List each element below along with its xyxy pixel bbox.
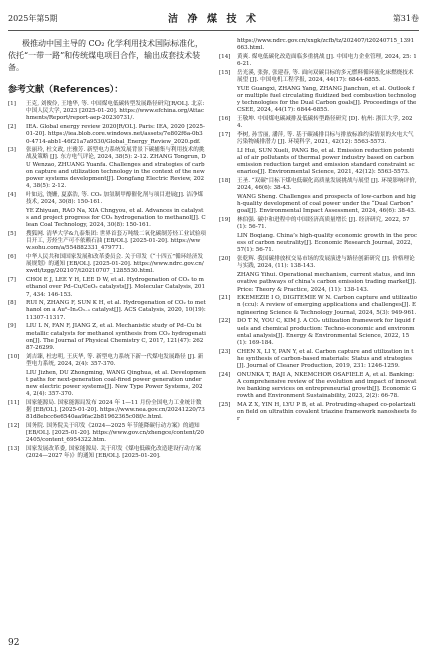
reference-number: [11] xyxy=(8,399,20,406)
reference-text: 国务院. 国务院关于印发《2024—2025 年节能降碳行动方案》的通知 [EB/OL]. [2025-01-20]. https://www.gov.cn/zhengce/content/202405/content_6954322.htm. xyxy=(26,423,204,444)
reference-entry xyxy=(219,116,417,130)
right-column xyxy=(219,38,417,425)
reference-entry xyxy=(219,178,417,192)
reference-text: CHEN X, LI Y, PAN Y, et al. Carbon capture and utilization in the synthesis of carbon-based materials: Status and strategies[J]. Journal of Cleaner Production, 2019, 231: 1246-1259. xyxy=(237,348,414,370)
reference-text: 国家能源局. 国家能源局发布 2024 年 1—11 月份全国电力工业统计数据 [EB/OL]. [2025-01-20]. https://www.nea.gov.cn/20241220/7381d8ebcc6e6540aa9fac2b81962365c08f/c.html. xyxy=(26,399,205,421)
reference-entry xyxy=(219,132,417,146)
reference-entry xyxy=(219,349,417,371)
reference-entry xyxy=(219,70,417,84)
reference-entry xyxy=(219,318,417,347)
reference-entry xyxy=(219,54,417,68)
reference-text: MA Z X, YIN H, LYU P B, et al. Protruding-shaped co-polarization field on ultrathin covalent triazine framework nanosheets for xyxy=(237,402,417,423)
reference-number: [3] xyxy=(8,147,16,154)
reference-number: [12] xyxy=(8,423,20,430)
reference-text: 刘吉臻, 杜忠明, 王庆华, 等. 新型电力系统下新一代煤电发展路径 [J]. 新型电力系统, 2024, 2(4): 357-370. xyxy=(26,353,204,367)
reference-text: 张丽玲, 杜文政, 庄雅芳. 新型电力系统发展背景下碳捕集与利用技术的挑战及策略 [J]. 东方电气评论, 2024, 38(5): 2-12. ZHANG Tongrun, DU Wenzao, ZHUANG Yuanfa. Challenges and strategies of carbon capture and utilization technology in the context of the new power systems development[J]. Dongfang Electric Review, 2024, 38(5): 2-12. xyxy=(26,147,206,190)
reference-entry xyxy=(219,194,417,216)
reference-number: [9] xyxy=(8,323,16,330)
reference-text: LI Hui, SUN Xueli, PANG Bo, et al. Emission reduction potential of air pollutants of thermal power industry based on carbon emission reduction target and emission standard constraint scenarios[J]. Environmental Science, 2021, 42(12): 5563-5573. xyxy=(237,147,415,176)
reference-number xyxy=(219,272,237,294)
reference-text: YE Zhiyuan, RAO Na, XIA Chngyou, et al. Advances in catalysts and project progress for CO₂ hydrogenation to methanol[J]. Clean Coal Technology, 2024, 30(8): 150-161. xyxy=(26,207,206,229)
reference-entry xyxy=(219,38,417,52)
reference-text: 王圣. “双碳”目标下煤电低碳化高质量发展挑战与展望 [J]. 环境影响评价, 2024, 46(6): 38-43. xyxy=(237,178,417,192)
reference-number: [25] xyxy=(219,402,231,409)
reference-list-left xyxy=(8,101,206,461)
reference-number: [16] xyxy=(219,116,231,123)
reference-entry xyxy=(219,295,417,317)
reference-number xyxy=(8,208,26,230)
reference-number xyxy=(219,38,237,52)
reference-entry xyxy=(8,446,206,460)
page-number: 92 xyxy=(8,638,20,648)
reference-entry xyxy=(219,256,417,270)
reference-entry xyxy=(8,423,206,445)
reference-text: 张乾辉. 我国碳排放权交易市场的发展演进与路径创新研究 [J]. 价格理论与实践, 2024, (11): 138-143. xyxy=(237,256,415,270)
reference-entry xyxy=(8,208,206,230)
reference-entry xyxy=(8,370,206,399)
reference-number: [19] xyxy=(219,217,231,224)
reference-text: CHOI E J, LEE Y H, LEE D W, et al. Hydrogenation of CO₂ to methanol over Pd–Cu/CeO₂ catalysts[J]. Molecular Catalysis, 2017, 434: 146-153. xyxy=(26,277,205,298)
reference-text: RUI N, ZHANG F, SUN K H, et al. Hydrogenation of CO₂ to methanol on a Au⁰–In₂O₃₋ₓ catalyst[J]. ACS Catalysis, 2020, 10(19): 11307-11317. xyxy=(26,300,206,321)
reference-text: 中华人民共和国国家发展和改革委员会. 关于印发《“十四五”循环经济发展规划》的通知 [EB/OL]. [2025-01-20]. https://www.ndrc.gov.cn/xwdt/tzgg/202107/t20210707_1285530.html. xyxy=(26,254,204,275)
reference-text: ONUNKA T, RAJI A, NKEMCHOR OSAFIELE A, et al. Banking: A comprehensive review of the evolution and impact of innovative banking services on entrepreneurial growth[J]. Economic Growth and Environment Sustainability, 2023, 2(2): 66-78. xyxy=(237,371,417,400)
reference-text: LIU L N, FAN F, JIANG Z, et al. Mechanistic study of Pd–Cu bimetallic catalysts for methanol synthesis from CO₂ hydrogenation[J]. The Journal of Physical Chemistry C, 2017, 121(47): 26287-26299. xyxy=(26,323,206,351)
reference-number: [21] xyxy=(219,295,231,302)
reference-text: 叶如远, 饶姗, 夏嘉浩, 等. CO₂ 加氢制甲醇催化剂与项目进展[J]. 洁净煤技术, 2024, 30(8): 150-161. xyxy=(26,191,204,206)
reference-entry xyxy=(8,101,206,123)
reference-number: [6] xyxy=(8,254,16,261)
reference-entry xyxy=(219,217,417,231)
reference-text: 黄爽. 煤电低碳化改造面临多重挑战 [J]. 中国电力企业管理, 2024, 25: 16-21. xyxy=(237,53,417,68)
reference-text: EKEMEZIE I O, DIGITEMIE W N. Carbon capture and utilization (ccu): A review of emerging applications and challenges[J]. Engineering Science & Technology Journal, 2024, 5(3): 949-961. xyxy=(237,295,418,316)
reference-text: 王克, 刘俊伶, 王地华, 等. 中国煤电低碳转型发展路径研究[R/OL]. 北京: 中国人民大学, 2023 [2025-01-20]. https://www.efchina.org/Attachments/Report/report-aep-20230731/. xyxy=(26,101,205,122)
reference-entry xyxy=(8,124,206,146)
volume-label: 第31卷 xyxy=(392,14,419,23)
reference-text: IEA. Global energy review 2020[R/OL]. Paris: IEA, 2020 [2025-01-20]. https://iea.blob.core.windows.net/assets/7e802f6a-0b30-4714-abb1-46f21a7a9530/Global_Energy_Review_2020.pdf. xyxy=(26,124,205,145)
reference-number xyxy=(8,370,26,399)
reference-number: [7] xyxy=(8,277,16,284)
reference-number: [17] xyxy=(219,131,231,138)
reference-entry xyxy=(219,402,417,424)
reference-entry xyxy=(219,86,417,115)
issue-label: 2025年第5期 xyxy=(8,14,58,23)
reference-entry xyxy=(8,354,206,368)
reference-number: [10] xyxy=(8,353,20,360)
reference-text: 王敬坤. 中国煤电碳减排及低碳转型路径研究 [D]. 杭州: 浙江大学, 2024. xyxy=(237,116,413,130)
references-heading: 参考文献（References）： xyxy=(8,85,124,95)
reference-entry xyxy=(8,147,206,190)
reference-entry xyxy=(219,372,417,401)
reference-entry xyxy=(8,323,206,352)
reference-entry xyxy=(8,277,206,299)
reference-number xyxy=(219,194,237,216)
reference-text: 国家发展改革委, 国家能源局. 关于印发《煤电低碳化改造建设行动方案(2024—2027 年)》的通知 [EB/OL]. [2025-01-20]. xyxy=(26,446,201,460)
reference-number: [23] xyxy=(219,348,231,355)
reference-number xyxy=(219,233,237,255)
reference-text: 李树, 孙雪丽, 潘萍, 等. 基于碳减排目标与排放标准约束情景的火电大气污染物减排潜力 [J]. 环境科学, 2021, 42(12): 5563-5573. xyxy=(237,131,414,146)
reference-list-right xyxy=(219,38,417,424)
reference-text: LIU Jizhen, DU Zhongming, WANG Qinghua, et al. Development paths for next-generation coal-fired power generation under new electric power systems[J]. New Type Power Systems, 2024, 2(4): 357-370. xyxy=(26,369,206,398)
reference-text: YUE Guangxi, ZHANG Yang, ZHANG Jianchun, et al. Outlook for multiple fuel circulating fluidized bed combustion technology technologies for the Dual Carbon goals[J]. Proceedings of the CSEE, 2024, 44(17): 6844-6855. xyxy=(237,85,417,114)
reference-text: WANG Sheng. Challenges and prospects of low-carbon and high-quality development of coal power under the “Dual Carbon” goal[J]. Environmental Impact Assessment, 2024, 46(6): 38-43. xyxy=(237,194,416,215)
reference-number: [22] xyxy=(219,318,231,325)
reference-number: [8] xyxy=(8,300,16,307)
reference-entry xyxy=(219,233,417,255)
reference-number: [24] xyxy=(219,371,231,378)
reference-number xyxy=(219,148,237,177)
reference-number: [14] xyxy=(219,53,231,60)
reference-entry xyxy=(8,300,206,322)
reference-text: ZHANG Yihui. Operational mechanism, current status, and innovative pathways of china’s carbon emission trading market[J]. Price: Theory & Practice, 2024, (11): 138-143. xyxy=(237,272,417,293)
journal-title: 洁 净 煤 技 术 xyxy=(168,14,259,25)
running-header xyxy=(8,8,419,31)
reference-text: DO T N, YOU C, KIM J. A CO₂ utilization framework for liquid fuels and chemical production: Techno-economic and environmental analysis[J]. Energy & Environmental Science, 2022, 15(1): 169-184. xyxy=(237,318,415,346)
reference-number: [1] xyxy=(8,101,16,107)
reference-number: [18] xyxy=(219,178,231,185)
reference-number: [4] xyxy=(8,191,16,198)
reference-text: 林伯强. 碳中和进程中的中国经济高质量增长 [J]. 经济研究, 2022, 57(1): 56-71. xyxy=(237,217,410,231)
reference-entry xyxy=(8,192,206,206)
reference-text: 搜狐网. 清华大学&九泰集团: 世界首套万吨级二氧化碳制芳烃工业试验项目开工, 芳烃生产可不依赖石油 [EB/OL]. [2025-01-20]. https://www.sohu.com/a/554882331_479771. xyxy=(26,230,207,252)
reference-number: [2] xyxy=(8,124,16,131)
reference-entry xyxy=(219,148,417,177)
reference-number: [20] xyxy=(219,256,231,263)
reference-entry xyxy=(8,400,206,422)
reference-number: [13] xyxy=(8,446,20,453)
reference-entry xyxy=(8,231,206,253)
reference-text: 岳光溪, 张弥, 张建春, 等. 面向双碳目标的多元燃料循环流化床燃烧技术展望 [J]. 中国电机工程学报, 2024, 44(17): 6844-6855. xyxy=(237,69,414,84)
reference-number: [5] xyxy=(8,230,16,237)
reference-number: [15] xyxy=(219,69,231,76)
reference-entry xyxy=(8,254,206,276)
reference-entry xyxy=(219,272,417,294)
reference-number xyxy=(219,86,237,115)
intro-paragraph: 极推动中国主导的 CO₂ 化学利用技术国际标准化，依托“一带一路”和传统煤电项目合作，输出成套技术装备。 xyxy=(8,39,203,72)
reference-text: https://www.ndrc.gov.cn/xxgk/zcfb/tz/202407/t20240715_1391663.html. xyxy=(237,38,415,52)
reference-text: LIN Boqiang. China’s high-quality economic growth in the process of carbon neutrality[J]. Economic Research Journal, 2022, 57(1): 56-71. xyxy=(237,233,417,254)
left-column xyxy=(8,38,206,462)
